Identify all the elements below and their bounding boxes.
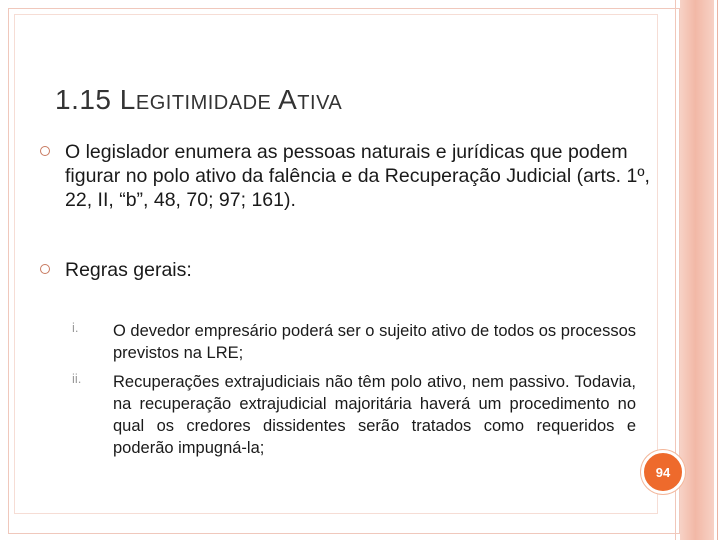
title-part: 1.15 L (55, 84, 136, 115)
page-number-badge: 94 (641, 450, 685, 494)
side-band (680, 0, 714, 540)
bullet-text: O legislador enumera as pessoas naturais e jurídicas que podem figurar no polo ativo da falência e da Recuperação Judicial (arts. 1º, 22, II, “b”, 48, 70; 97; 161). (65, 141, 650, 211)
title-part: A (271, 84, 298, 115)
side-line (717, 0, 718, 540)
sub-list-number: ii. (72, 371, 82, 386)
sub-list-text: O devedor empresário poderá ser o sujeito ativo de todos os processos previstos na LRE; (113, 322, 636, 362)
slide-title (55, 84, 342, 116)
title-part: TIVA (297, 92, 343, 114)
bullet-text: Regras gerais: (65, 259, 192, 281)
circle-bullet-icon (40, 264, 50, 274)
sub-list-text: Recuperações extrajudiciais não têm polo ativo, nem passivo. Todavia, na recuperação extrajudicial majoritária haverá um procedimento no qual os credores dissidentes serão tratados como requeridos e poderão impugná-la; (113, 373, 636, 457)
circle-bullet-icon (40, 146, 50, 156)
title-part: EGITIMIDADE (135, 92, 272, 114)
sub-list-number: i. (72, 320, 79, 335)
